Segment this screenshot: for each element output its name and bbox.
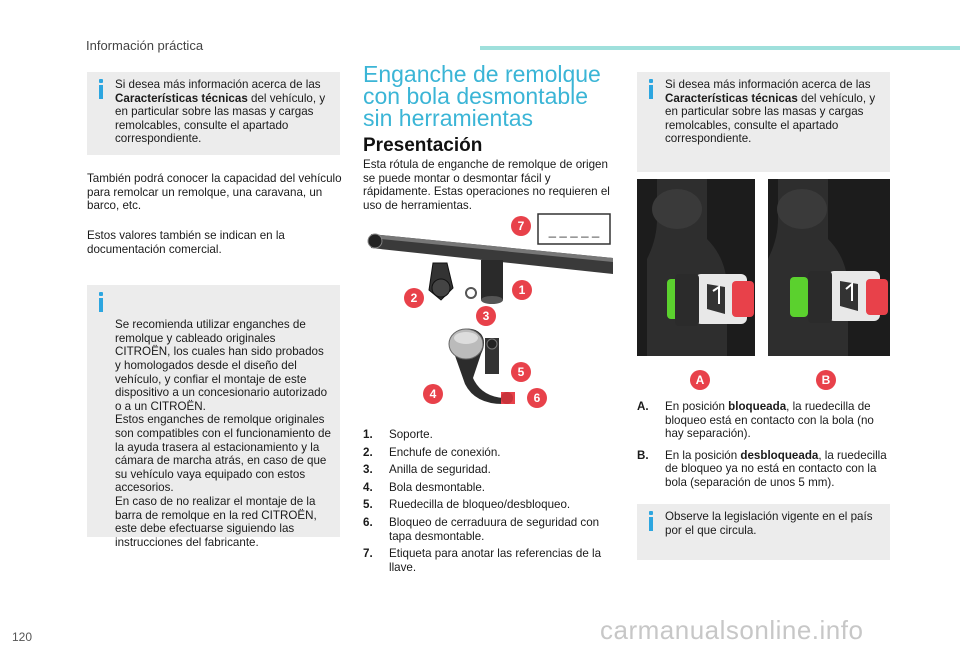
badge-2: 2 — [404, 288, 424, 308]
tag-text: _ _ _ _ _ — [548, 223, 600, 238]
safety-ring — [466, 288, 476, 298]
section-subtitle: Presentación — [363, 135, 483, 156]
badge-1: 1 — [512, 280, 532, 300]
badge-3: 3 — [476, 306, 496, 326]
list-item: 1. Soporte. — [363, 428, 433, 441]
capacity-paragraph: También podrá conocer la capacidad del vehículo para remolcar un remolque, una caravana, un barco, etc. — [87, 172, 342, 213]
badge-5: 5 — [511, 362, 531, 382]
info-box-legislation: Observe la legislación vigente en el país por el que circula. — [637, 504, 890, 560]
badge-a: A — [690, 370, 710, 390]
position-list — [637, 400, 892, 498]
info-icon — [96, 292, 106, 314]
list-item: 6. Bloqueo de cerraduura de seguridad con tapa desmontable. — [363, 515, 600, 543]
list-item: 5. Ruedecilla de bloqueo/desbloqueo. — [363, 498, 571, 512]
photo-unlocked-position — [768, 179, 890, 356]
info-icon — [646, 511, 656, 533]
info-icon — [96, 79, 106, 101]
photo-locked-position — [637, 179, 755, 356]
badge-6: 6 — [527, 388, 547, 408]
intro-paragraph: Esta rótula de enganche de remolque de origen se puede montar o desmontar fácil y rápidamente. Estas operaciones no requieren el uso de herramientas. — [363, 158, 610, 212]
info-box-technical — [87, 72, 340, 155]
list-item: 7. Etiqueta para anotar las referencias de la llave. — [363, 547, 602, 574]
info-text-bold: Características técnicas — [115, 91, 248, 105]
page-number: 120 — [12, 630, 33, 644]
header-accent-bar — [480, 46, 960, 50]
commercial-doc-paragraph: Estos valores también se indican en la documentación comercial. — [87, 229, 285, 256]
page-title: Enganche de remolque con bola desmontable sin herramientas — [363, 61, 601, 131]
list-item: 2. Enchufe de conexión. — [363, 445, 501, 459]
list-item: B. En la posición desbloqueada, la ruedecilla de bloqueo ya no está en contacto con la bola (separación de unos 5 mm). — [637, 448, 887, 489]
section-header: Información práctica — [86, 38, 204, 53]
watermark: carmanualsonline.info — [600, 615, 864, 645]
info-icon — [646, 79, 656, 101]
info-box-recommendation — [87, 285, 340, 549]
list-item: 4. Bola desmontable. — [363, 480, 486, 494]
info-text-post: del vehículo, y en particular sobre las masas y cargas remolcables, consulte el apartado correspondiente. — [115, 91, 326, 146]
info-box-technical-right: Si desea más información acerca de las Características técnicas del vehículo, y en particular sobre las masas y cargas remolcables, consulte el apartado correspondiente. — [637, 72, 890, 172]
receiver-tube — [481, 260, 503, 300]
badge-4: 4 — [423, 384, 443, 404]
badge-b: B — [816, 370, 836, 390]
parts-list — [363, 428, 623, 578]
list-item: A. En posición bloqueada, la ruedecilla de bloqueo está en contacto con la bola (no hay separación). — [637, 400, 874, 441]
badge-7: 7 — [511, 216, 531, 236]
list-item: 3. Anilla de seguridad. — [363, 463, 491, 477]
info-text-pre: Si desea más información acerca de las — [115, 78, 321, 91]
recommendation-text: Se recomienda utilizar enganches de remolque y cableado originales CITROËN, los cuales han sido probados y homologados desde el diseño del vehículo, y confiar el montaje de este dispositivo a un concesionario autorizado o a un CITROËN. Estos enganches de remolque originales son compatibles con el funcionamiento de la ayuda trasera al estacionamiento y la cámara de marcha atrás, en caso de que su vehículo vaya equipado con estos accesorios. En caso de no realizar el montaje de la barra de remolque en la red CITROËN, este debe efectuarse siguiendo las instrucciones del fabricante. — [115, 318, 331, 549]
